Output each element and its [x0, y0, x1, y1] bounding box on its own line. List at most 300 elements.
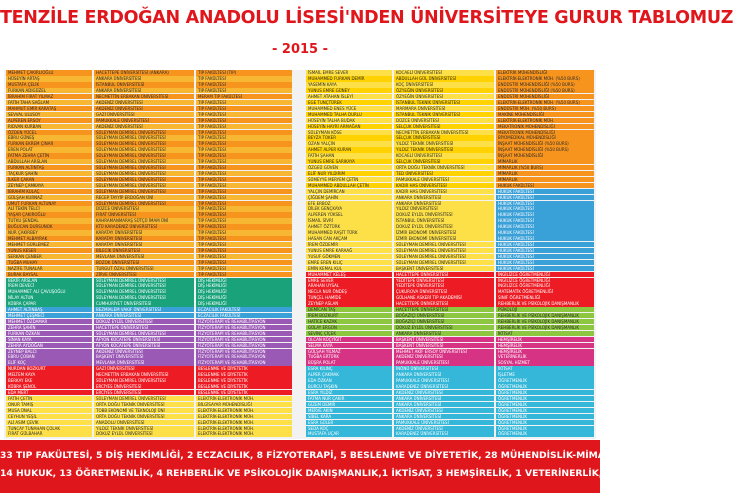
- board-entry: HÜSEYİN ARTAŞ: [6, 76, 92, 81]
- board-entry: BURAK BAYSAL: [6, 272, 92, 277]
- board-entry: ÖĞRETMENLİK: [496, 378, 594, 383]
- board-entry: BİLGİSAYAR MÜHENDİSLİĞİ: [196, 402, 292, 407]
- summary-line-1: 33 TIP FAKÜLTESİ, 5 DİŞ HEKİMLİĞİ, 2 ECZACILIK, 8 FİZYOTERAPİ, 5 BESLENME VE DİYETETİK, 28 MÜHENDİSLİK-MİMARLIK: [0, 450, 629, 461]
- board-entry: SÜMEYYE MERYEM ÇETİN: [306, 177, 392, 182]
- board-entry: DOKUZ EYLÜL ÜNİVERSİTESİ: [394, 212, 494, 217]
- board-entry: NİLAY ALTUN: [6, 295, 92, 300]
- board-entry: DİŞ HEKİMLİĞİ: [196, 301, 292, 306]
- board-entry: ARAHAN UYSAL: [306, 283, 392, 288]
- board-entry: İKTİSAT: [496, 366, 594, 371]
- board-entry: MAHMUT EMİR KARATAŞ: [6, 106, 92, 111]
- board-entry: KARATAY ÜNİVERSİTESİ: [94, 236, 194, 241]
- board-entry: HACETTEPE ÜNİVERSİTESİ: [394, 272, 494, 277]
- board-entry: ALPER ÇAKMAK: [306, 372, 392, 377]
- board-entry: ENDÜSTRİ MÜHENDİSLİĞİ (%50 BURS): [496, 82, 594, 87]
- board-entry: MİMARLIK: [496, 159, 594, 164]
- board-entry: İNGİLİZCE ÖĞRETMENLİĞİ: [496, 283, 594, 288]
- board-entry: HUKUK FAKÜLTESİ: [496, 230, 594, 235]
- board-entry: SÜLEYMAN DEMİREL ÜNİVERSİTESİ: [94, 183, 194, 188]
- board-entry: ALPEREN YÜKSEL: [306, 212, 392, 217]
- board-entry: EREN POLAT: [6, 147, 92, 152]
- board-entry: KÜBRA ŞENOL: [6, 384, 92, 389]
- board-entry: YILDIZ TEKNİK ÜNİVERSİTESİ: [394, 141, 494, 146]
- board-entry: TIP FAKÜLTESİ: [196, 195, 292, 200]
- board-entry: GİZEM DEMİR: [306, 402, 392, 407]
- board-entry: EDA MERT: [6, 390, 92, 395]
- summary-line-2: 14 HUKUK, 13 ÖĞRETMENLİK, 4 REHBERLİK VE PSİKOLOJİK DANIŞMANLIK,1 İKTİSAT, 3 HEMŞİRELİK, 1 VETERİNERLİK, 1 SOSYAL HİZ.: [0, 468, 680, 479]
- board-entry: AKDENİZ ÜNİVERSİTESİ: [394, 426, 494, 431]
- board-entry: ELEKTRİK-ELEKTRONİK MÜH.: [196, 420, 292, 425]
- board-entry: İSTANBUL TEKNİK ÜNİVERSİTESİ: [394, 112, 494, 117]
- board-entry: HATİCE KAZAK: [306, 319, 392, 324]
- board-entry: BESLENME VE DİYETETİK: [196, 378, 292, 383]
- board-entry: AHMET ALPER KURAN: [306, 147, 392, 152]
- board-entry: AKDENİZ ÜNİVERSİTESİ: [94, 106, 194, 111]
- board-entry: GÜLHANE ASKERİ TIP AKADEMİSİ: [394, 295, 494, 300]
- board-entry: DÜZCE ÜNİVERSİTESİ: [94, 206, 194, 211]
- board-entry: MUHAMMED FURKAN DEMİR: [306, 76, 392, 81]
- board-entry: İZMİR EKONOMİ ÜNİVERSİTESİ: [394, 230, 494, 235]
- board-entry: PAMUKKALE ÜNİVERSİTESİ: [94, 118, 194, 123]
- board-entry: ÖZYEĞİN ÜNİVERSİTESİ: [394, 94, 494, 99]
- board-entry: DÜZCE ÜNİVERSİTESİ: [394, 118, 494, 123]
- board-entry: TIP FAKÜLTESİ: [196, 100, 292, 105]
- board-entry: ALİ ASIM ÇEVİK: [6, 420, 92, 425]
- board-entry: REHBERLİK VE PSİKOLOJİK DANIŞMANLIK: [496, 313, 594, 318]
- board-entry: ELEKTRİK-ELEKTRONİK MÜH.: [196, 408, 292, 413]
- board-entry: İNŞAAT MÜHENDİSLİĞİ (%50 BURS): [496, 141, 594, 146]
- board-entry: MİMARLIK: [496, 177, 594, 182]
- board-entry: TIP FAKÜLTESİ: [196, 212, 292, 217]
- board-entry: SÜLEYMAN DEMİREL ÜNİVERSİTESİ: [94, 289, 194, 294]
- board-entry: DOKUZ EYLÜL ÜNİVERSİTESİ: [94, 319, 194, 324]
- board-entry: GÜLAY ERGÜN: [306, 325, 392, 330]
- board-entry: NECMETTİN ERBAKAN ÜNİVERSİTESİ: [94, 372, 194, 377]
- board-entry: REHBERLİK VE PSİKOLOJİK DANIŞMANLIK: [496, 319, 594, 324]
- board-entry: SÜLEYMAN DEMİREL ÜNİVERSİTESİ: [94, 153, 194, 158]
- board-entry: DOKUZ EYLÜL ÜNİVERSİTESİ: [394, 325, 494, 330]
- board-entry: ALİ TEKİN TELCİ: [6, 206, 92, 211]
- board-entry: ANKARA ÜNİVERSİTESİ: [94, 313, 194, 318]
- board-entry: MEHMET GÜRLEMEZ: [6, 242, 92, 247]
- board-entry: MUHAMMED RAŞİT TÜRK: [306, 230, 392, 235]
- board-entry: DİŞ HEKİMLİĞİ: [196, 289, 292, 294]
- achievement-board: [4, 70, 596, 439]
- board-entry: İREM ÖZDEMİR: [306, 242, 392, 247]
- board-entry: TIP FAKÜLTESİ: [196, 76, 292, 81]
- board-entry: TIP FAKÜLTESİ: [196, 147, 292, 152]
- board-entry: TIP FAKÜLTESİ: [196, 171, 292, 176]
- board-entry: BİLECİK ÜNİVERSİTESİ: [94, 248, 194, 253]
- board-entry: PAMUKKALE ÜNİVERSİTESİ: [394, 360, 494, 365]
- board-entry: NECMETTİN ERBAKAN ÜNİVERSİTESİ: [94, 94, 194, 99]
- board-entry: ÖĞRETMENLİK: [496, 396, 594, 401]
- board-entry: TUTKU ŞENDAL: [6, 218, 92, 223]
- board-entry: FATMA NUR ÇAKIR: [306, 396, 392, 401]
- board-entry: MAKİNE MÜHENDİSLİĞİ: [496, 112, 594, 117]
- board-entry: AHMET ATAHAN İSLEYİ: [306, 94, 392, 99]
- board-entry: FATİH TAHA SAĞLAM: [6, 100, 92, 105]
- board-entry: ÖĞRETMENLİK: [496, 431, 594, 436]
- board-entry: ORTA DOĞU TEKNİK ÜNİVERSİTESİ: [94, 402, 194, 407]
- board-entry: KARADENİZ ÜNİVERSİTESİ: [394, 384, 494, 389]
- board-entry: ÖĞRETMENLİK: [496, 384, 594, 389]
- board-entry: TUNCAY TUNAHAN ÇOLAK: [6, 426, 92, 431]
- board-entry: TIP FAKÜLTESİ: [196, 82, 292, 87]
- board-entry: SEVİNÇ ÇİÇEK: [306, 331, 392, 336]
- board-entry: HUKUK FAKÜLTESİ: [496, 266, 594, 271]
- board-entry: TIP FAKÜLTESİ: [196, 130, 292, 135]
- board-entry: FİZYOTERAPİ VE REHABİLİTASYON: [196, 349, 292, 354]
- board-entry: SÜLEYMAN DEMİREL ÜNİVERSİTESİ: [94, 396, 194, 401]
- board-entry: BUĞUCAN DURSUNOK: [6, 224, 92, 229]
- board-entry: EDA ÖZKAN: [306, 378, 392, 383]
- board-entry: AKDENİZ ÜNİVERSİTESİ: [94, 124, 194, 129]
- board-entry: ESRA KILINÇ: [306, 366, 392, 371]
- board-entry: TIP FAKÜLTESİ: [196, 135, 292, 140]
- board-entry: İSTANBUL ÜNİVERSİTESİ: [94, 82, 194, 87]
- board-entry: TIP FAKÜLTESİ: [196, 260, 292, 265]
- board-entry: KADIR HAS ÜNİVERSİTESİ: [394, 189, 494, 194]
- board-entry: HUKUK FAKÜLTESİ: [496, 218, 594, 223]
- board-entry: DOKUZ EYLÜL ÜNİVERSİTESİ: [94, 431, 194, 436]
- board-entry: BESLENME VE DİYETETİK: [196, 390, 292, 395]
- board-entry: OZAN YALÇIN: [306, 141, 392, 146]
- board-entry: SÜLEYMAN DEMİREL ÜNİVERSİTESİ: [94, 189, 194, 194]
- board-entry: HUKUK FAKÜLTESİ: [496, 201, 594, 206]
- board-entry: MUHAMMET KELEŞ: [306, 272, 392, 277]
- board-entry: FİZYOTERAPİ VE REHABİLİTASYON: [196, 331, 292, 336]
- board-entry: İŞLETME: [496, 372, 594, 377]
- board-entry: KOCAELİ ÜNİVERSİTESİ: [394, 70, 494, 75]
- board-entry: BEYZA TOKER: [306, 135, 392, 140]
- board-entry: YALÇIN DEMİRCAN: [306, 189, 392, 194]
- board-entry: SINIF ÖĞRETMENLİĞİ: [496, 295, 594, 300]
- board-entry: İKTİSAT: [496, 331, 594, 336]
- board-entry: TIP FAKÜLTESİ: [196, 266, 292, 271]
- board-entry: EMİN KEMAL KUL: [306, 266, 392, 271]
- board-entry: SÜLEYMAN DEMİREL ÜNİVERSİTESİ: [94, 135, 194, 140]
- board-entry: ENDÜSTRİ MÜH. (%50 BURS): [496, 106, 594, 111]
- board-entry: BAŞKENT ÜNİVERSİTESİ: [94, 354, 194, 359]
- board-entry: KADIR HAS ÜNİVERSİTESİ: [394, 183, 494, 188]
- board-entry: HASAN CAN AKÇAM: [306, 236, 392, 241]
- board-entry: FURKAN ALTINTAŞ: [6, 165, 92, 170]
- board-entry: ÖĞRETMENLİK: [496, 414, 594, 419]
- board-entry: FURKAN EKREM ÇINAR: [6, 141, 92, 146]
- board-entry: YILDIZ ÜNİVERSİTESİ: [394, 206, 494, 211]
- board-entry: BEKİR ARSLAN: [6, 278, 92, 283]
- board-entry: DİŞ HEKİMLİĞİ: [196, 295, 292, 300]
- board-entry: ORTA DOĞU TEKNİK ÜNİVERSİTESİ: [94, 414, 194, 419]
- board-entry: ANADOLU ÜNİVERSİTESİ: [94, 420, 194, 425]
- board-entry: İREM DEVECİ: [6, 283, 92, 288]
- board-entry: MEKATRONİK MÜHENDİSLİĞİ: [496, 124, 594, 129]
- board-entry: SÜLEYMAN DEMİREL ÜNİVERSİTESİ: [94, 278, 194, 283]
- board-entry: MATEMATİK ÖĞRETMENLİĞİ: [496, 289, 594, 294]
- board-entry: ABDULLAH ARSLAN: [6, 159, 92, 164]
- board-entry: SÜLEYMAN DEMİREL ÜNİVERSİTESİ: [394, 254, 494, 259]
- board-entry: ELEKTRİK-ELEKTRONİK MÜH.: [496, 118, 594, 123]
- board-entry: KÜBRA ÇAPAR: [6, 301, 92, 306]
- board-entry: SELÇUK ÜNİVERSİTESİ: [394, 124, 494, 129]
- board-entry: TIP FAKÜLTESİ: [196, 230, 292, 235]
- board-entry: HUKUK FAKÜLTESİ: [496, 183, 594, 188]
- board-entry: MEHMET ÖZDAMAR: [6, 319, 92, 324]
- board-entry: SERKAN ÇENBER: [6, 254, 92, 259]
- board-entry: YAŞAR ÇAKIROĞLU: [6, 212, 92, 217]
- board-entry: BERKAY EKE: [6, 378, 92, 383]
- board-entry: ECZACILIK FAKÜLTESİ: [196, 313, 292, 318]
- board-entry: FIRAT ÜNİVERSİTESİ: [94, 212, 194, 217]
- board-entry: SÜLEYMAN DEMİREL ÜNİVERSİTESİ: [394, 260, 494, 265]
- board-entry: SÜLEYMAN DEMİREL ÜNİVERSİTESİ: [94, 295, 194, 300]
- board-entry: TIP FAKÜLTESİ: [196, 236, 292, 241]
- board-entry: KOCAELİ ÜNİVERSİTESİ: [394, 153, 494, 158]
- board-entry: TIP FAKÜLTESİ: [196, 272, 292, 277]
- board-entry: REHBERLİK VE PSİKOLOJİK DANIŞMANLIK: [496, 301, 594, 306]
- board-entry: MEHMET ALBAYRAK: [6, 236, 92, 241]
- board-entry: ECZACILIK FAKÜLTESİ: [196, 307, 292, 312]
- board-entry: ENDÜSTRİ MÜHENDİSLİĞİ: [496, 94, 594, 99]
- board-entry: AKDENİZ ÜNİVERSİTESİ: [394, 354, 494, 359]
- board-entry: MERAM TIP FAKÜLTESİ: [196, 94, 292, 99]
- board-entry: ELEKTRİK-ELEKTRONİK MÜH. (%50 BURS): [496, 100, 594, 105]
- board-entry: MUSTAFA UÇAR: [306, 431, 392, 436]
- board-entry: TOBB EKONOMİ VE TEKNOLOJİ ÜNİ: [94, 408, 194, 413]
- board-entry: BAŞKENT ÜNİVERSİTESİ: [394, 337, 494, 342]
- board-entry: ALPEREN ERSOY: [6, 118, 92, 123]
- board-entry: NECMETTİN ERBAKAN ÜNİVERSİTESİ: [394, 130, 494, 135]
- board-entry: HÜSEYİN TALHA BUDAK: [306, 118, 392, 123]
- board-entry: ÇİĞDEM ŞAHİN: [306, 195, 392, 200]
- board-entry: FİZYOTERAPİ VE REHABİLİTASYON: [196, 325, 292, 330]
- board-entry: SÜLEYMAN DEMİREL ÜNİVERSİTESİ: [94, 165, 194, 170]
- board-entry: MEKATRONİK MÜHENDİSLİĞİ: [496, 130, 594, 135]
- board-entry: TIP FAKÜLTESİ: [196, 206, 292, 211]
- board-entry: BESLENME VE DİYETETİK: [196, 372, 292, 377]
- board-entry: ÖĞRETMENLİK: [496, 420, 594, 425]
- board-entry: ABDULLAH GÜL ÜNİVERSİTESİ: [394, 76, 494, 81]
- board-entry: BİYOMEDİKAL MÜHENDİSLİĞİ: [496, 135, 594, 140]
- board-entry: GAZİ ÜNİVERSİTESİ: [94, 112, 194, 117]
- board-entry: İNÖNÜ ÜNİVERSİTESİ: [394, 366, 494, 371]
- board-entry: ANKARA ÜNİVERSİTESİ: [394, 331, 494, 336]
- board-entry: ZEYNEP ASLAN: [306, 301, 392, 306]
- board-entry: TIP FAKÜLTESİ: [196, 248, 292, 253]
- board-entry: TIP FAKÜLTESİ (TIP): [196, 70, 292, 75]
- board-entry: ANKARA ÜNİVERSİTESİ: [394, 396, 494, 401]
- board-entry: İNGİLİZCE ÖĞRETMENLİĞİ: [496, 272, 594, 277]
- board-entry: SÜLEYMAN DEMİREL ÜNİVERSİTESİ: [94, 171, 194, 176]
- board-entry: FIRAT GÜLBAHAR: [6, 431, 92, 436]
- board-entry: SÜLEYMAN DEMİREL ÜNİVERSİTESİ: [94, 331, 194, 336]
- board-entry: SÜLEYMAN DEMİREL ÜNİVERSİTESİ: [94, 177, 194, 182]
- board-entry: HACETTEPE ÜNİVERSİTESİ (ANKARA): [94, 70, 194, 75]
- board-entry: ANKARA ÜNİVERSİTESİ: [394, 402, 494, 407]
- board-entry: HEMŞİRELİK: [496, 337, 594, 342]
- board-entry: MEHMET AKİF ERSOY ÜNİVERSİTESİ: [394, 349, 494, 354]
- board-entry: ESRA GÜLER: [306, 420, 392, 425]
- board-entry: MUSA ÜNAL: [6, 408, 92, 413]
- board-entry: YEDİTEPE ÜNİVERSİTESİ: [394, 278, 494, 283]
- board-entry: FİZYOTERAPİ VE REHABİLİTASYON: [196, 360, 292, 365]
- board-entry: EFE ERBOZ: [306, 201, 392, 206]
- board-entry: GAZİ ÜNİVERSİTESİ: [94, 366, 194, 371]
- board-entry: ELEKTRİK-ELEKTRONİK MÜH. (%50 BURS): [496, 76, 594, 81]
- board-entry: AFYON KOCATEPE ÜNİVERSİTESİ: [94, 343, 194, 348]
- summary-footer: [0, 440, 680, 493]
- board-entry: SÜLEYMAN DEMİREL ÜNİVERSİTESİ: [94, 147, 194, 152]
- board-entry: ÖĞRETMENLİK: [496, 408, 594, 413]
- board-entry: FİZYOTERAPİ VE REHABİLİTASYON: [196, 337, 292, 342]
- board-entry: RECEP TAYYİP ERDOĞAN ÜNİ: [94, 195, 194, 200]
- board-entry: ORTA DOĞU TEKNİK ÜNİVERSİTESİ: [394, 165, 494, 170]
- board-entry: SEDA KOÇ: [306, 426, 392, 431]
- board-entry: DİŞ HEKİMLİĞİ: [196, 283, 292, 288]
- board-entry: SÜLEYMAN DEMİREL ÜNİVERSİTESİ: [94, 130, 194, 135]
- board-entry: SÜLEYMAN KÖSE: [306, 130, 392, 135]
- board-entry: HUKUK FAKÜLTESİ: [496, 236, 594, 241]
- board-entry: İBRAHİM KULAÇ: [6, 189, 92, 194]
- board-entry: PAMUKKALE ÜNİVERSİTESİ: [394, 177, 494, 182]
- board-entry: ONUR TAMIŞ: [6, 402, 92, 407]
- board-entry: SÜLEYMAN DEMİREL ÜNİVERSİTESİ: [94, 201, 194, 206]
- board-entry: ANKARA ÜNİVERSİTESİ: [94, 88, 194, 93]
- board-entry: BEZMİALEM VAKIF ÜNİVERSİTESİ: [94, 307, 194, 312]
- poster-header: [0, 0, 733, 66]
- board-entry: HUKUK FAKÜLTESİ: [496, 248, 594, 253]
- board-entry: BOĞAZİÇİ ÜNİVERSİTESİ: [394, 313, 494, 318]
- board-entry: KARATAY ÜNİVERSİTESİ: [94, 242, 194, 247]
- board-entry: TUĞBA ERTÜRK: [306, 354, 392, 359]
- board-entry: EBRU GÜNEŞ: [6, 135, 92, 140]
- board-entry: SÜLEYMAN DEMİREL ÜNİVERSİTESİ: [94, 378, 194, 383]
- board-entry: HUKUK FAKÜLTESİ: [496, 254, 594, 259]
- board-entry: ÖĞRETMENLİK: [496, 426, 594, 431]
- board-entry: SİBEL KARA: [306, 414, 392, 419]
- board-entry: İREM BOZKURT: [306, 313, 392, 318]
- board-entry: FATİH ÇETİN: [6, 396, 92, 401]
- board-entry: TIP FAKÜLTESİ: [196, 106, 292, 111]
- board-entry: NURDAN BOZKURT: [6, 366, 92, 371]
- board-entry: EMRE SEVER: [306, 278, 392, 283]
- board-entry: TAÇKUR ŞAHİN: [6, 171, 92, 176]
- board-entry: AKDENİZ ÜNİVERSİTESİ: [394, 390, 494, 395]
- poster-title: TENZİLE ERDOĞAN ANADOLU LİSESİ'NDEN ÜNİVERSİTEYE GURUR TABLOMUZ: [0, 8, 733, 28]
- board-entry: FURKAN ADIGÜZEL: [6, 88, 92, 93]
- board-entry: MERVE AKIN: [306, 408, 392, 413]
- board-entry: EBRU ÇOBAN: [6, 354, 92, 359]
- board-entry: VETERİNERLİK: [496, 354, 594, 359]
- board-entry: İNŞAAT MÜHENDİSLİĞİ: [496, 153, 594, 158]
- board-entry: GÜLŞAH YILMAZ: [306, 349, 392, 354]
- board-entry: MİMARLIK: [496, 171, 594, 176]
- board-entry: NECLA NUR ÖNDEŞ: [306, 289, 392, 294]
- board-entry: SOSYAL HİZMET: [496, 360, 594, 365]
- board-entry: CUMHURİYET ÜNİVERSİTESİ: [94, 301, 194, 306]
- board-entry: AHMET ÖZTÜRK: [306, 224, 392, 229]
- board-entry: YUNUS KESER: [6, 248, 92, 253]
- board-entry: ELEKTRİK-ELEKTRONİK MÜH.: [196, 431, 292, 436]
- board-entry: FİZYOTERAPİ VE REHABİLİTASYON: [196, 319, 292, 324]
- board-entry: İSTANBUL TEKNİK ÜNİVERSİTESİ: [394, 100, 494, 105]
- board-entry: ZEYNEP BALCI: [6, 349, 92, 354]
- board-entry: KOÇ ÜNİVERSİTESİ: [394, 82, 494, 87]
- board-entry: MUHAMMED TALHA DURLU: [306, 112, 392, 117]
- board-entry: PAMUKKALE ÜNİVERSİTESİ: [394, 420, 494, 425]
- board-entry: TIP FAKÜLTESİ: [196, 159, 292, 164]
- board-entry: MEHMET ÇEŞMECİ: [6, 313, 92, 318]
- board-entry: HUKUK FAKÜLTESİ: [496, 206, 594, 211]
- board-entry: SÜLEYMAN DEMİREL ÜNİVERSİTESİ: [394, 248, 494, 253]
- board-entry: YASEMİN KAYA: [306, 82, 392, 87]
- board-entry: TIP FAKÜLTESİ: [196, 124, 292, 129]
- board-entry: REHBERLİK VE PSİKOLOJİK DANIŞMANLIK: [496, 325, 594, 330]
- board-entry: MUHAMMED ABDULLAH ÇETİN: [306, 183, 392, 188]
- board-entry: FİZYOTERAPİ VE REHABİLİTASYON: [196, 343, 292, 348]
- board-entry: KARADENİZ ÜNİVERSİTESİ: [394, 431, 494, 436]
- board-entry: SÜLEYMAN DEMİREL ÜNİVERSİTESİ: [394, 242, 494, 247]
- board-entry: SÜLEYMAN DEMİREL ÜNİVERSİTESİ: [94, 159, 194, 164]
- board-entry: HUKUK FAKÜLTESİ: [496, 195, 594, 200]
- board-entry: HUKUK FAKÜLTESİ: [496, 260, 594, 265]
- board-entry: ERCİYES ÜNİVERSİTESİ: [94, 384, 194, 389]
- board-entry: HUKUK FAKÜLTESİ: [496, 224, 594, 229]
- board-entry: SELMA KAYA: [306, 343, 392, 348]
- board-entry: KAHRAMANMARAŞ SÜTÇÜ İMAM ÜNİ: [94, 218, 194, 223]
- board-entry: HÜSEYİN HAYRİ ARMAĞAN: [306, 124, 392, 129]
- board-entry: ÖĞRETMENLİK: [496, 390, 594, 395]
- board-entry: EGE TUNÇTÜREK: [306, 100, 392, 105]
- board-entry: BAŞKENT ÜNİVERSİTESİ: [394, 343, 494, 348]
- board-entry: ENDÜSTRİ MÜHENDİSLİĞİ (%50 BURS): [496, 88, 594, 93]
- board-entry: UMUT FURKAN ALTUNAY: [6, 201, 92, 206]
- board-entry: TIP FAKÜLTESİ: [196, 118, 292, 123]
- board-entry: TIP FAKÜLTESİ: [196, 112, 292, 117]
- board-entry: BESLENME VE DİYETETİK: [196, 366, 292, 371]
- board-entry: TIP FAKÜLTESİ: [196, 177, 292, 182]
- board-entry: İLKER ÇAKAN: [6, 177, 92, 182]
- board-entry: TIP FAKÜLTESİ: [196, 183, 292, 188]
- board-entry: MARMARA ÜNİVERSİTESİ: [394, 106, 494, 111]
- board-entry: İSMAİL EMRE SEVER: [306, 70, 392, 75]
- board-entry: MUHAMMET ALİ ÇAVUŞOĞLU: [6, 289, 92, 294]
- board-entry: NUR ÇAKIRBEY: [6, 230, 92, 235]
- board-entry: ANKARA ÜNİVERSİTESİ: [394, 372, 494, 377]
- board-entry: İSTANBUL ÜNİVERSİTESİ: [394, 218, 494, 223]
- board-entry: SELÇUK ÜNİVERSİTESİ: [394, 159, 494, 164]
- board-entry: HUKUK FAKÜLTESİ: [496, 212, 594, 217]
- board-entry: TIP FAKÜLTESİ: [196, 218, 292, 223]
- board-entry: BOZOK ÜNİVERSİTESİ: [94, 260, 194, 265]
- board-entry: TIP FAKÜLTESİ: [196, 165, 292, 170]
- board-entry: İNGİLİZCE ÖĞRETMENLİĞİ: [496, 278, 594, 283]
- board-entry: TED ÜNİVERSİTESİ: [394, 171, 494, 176]
- board-entry: SEVVAL ULUSOY: [6, 112, 92, 117]
- board-entry: ZEHRA AYDOĞAN: [6, 343, 92, 348]
- board-entry: SELÇUK ÜNİVERSİTESİ: [394, 135, 494, 140]
- board-entry: BOĞAZİÇİ ÜNİVERSİTESİ: [394, 319, 494, 324]
- board-entry: ÖZGEÜ GÜVEN: [306, 165, 392, 170]
- board-entry: DİŞ HEKİMLİĞİ: [196, 278, 292, 283]
- board-entry: YEDİTEPE ÜNİVERSİTESİ: [394, 283, 494, 288]
- board-entry: KARATAY ÜNİVERSİTESİ: [94, 230, 194, 235]
- board-entry: ELEKTRİK-ELEKTRONİK MÜH.: [196, 414, 292, 419]
- board-entry: SİNAN KAYA: [6, 337, 92, 342]
- board-entry: TIP FAKÜLTESİ: [196, 88, 292, 93]
- board-entry: HUKUK FAKÜLTESİ: [496, 242, 594, 247]
